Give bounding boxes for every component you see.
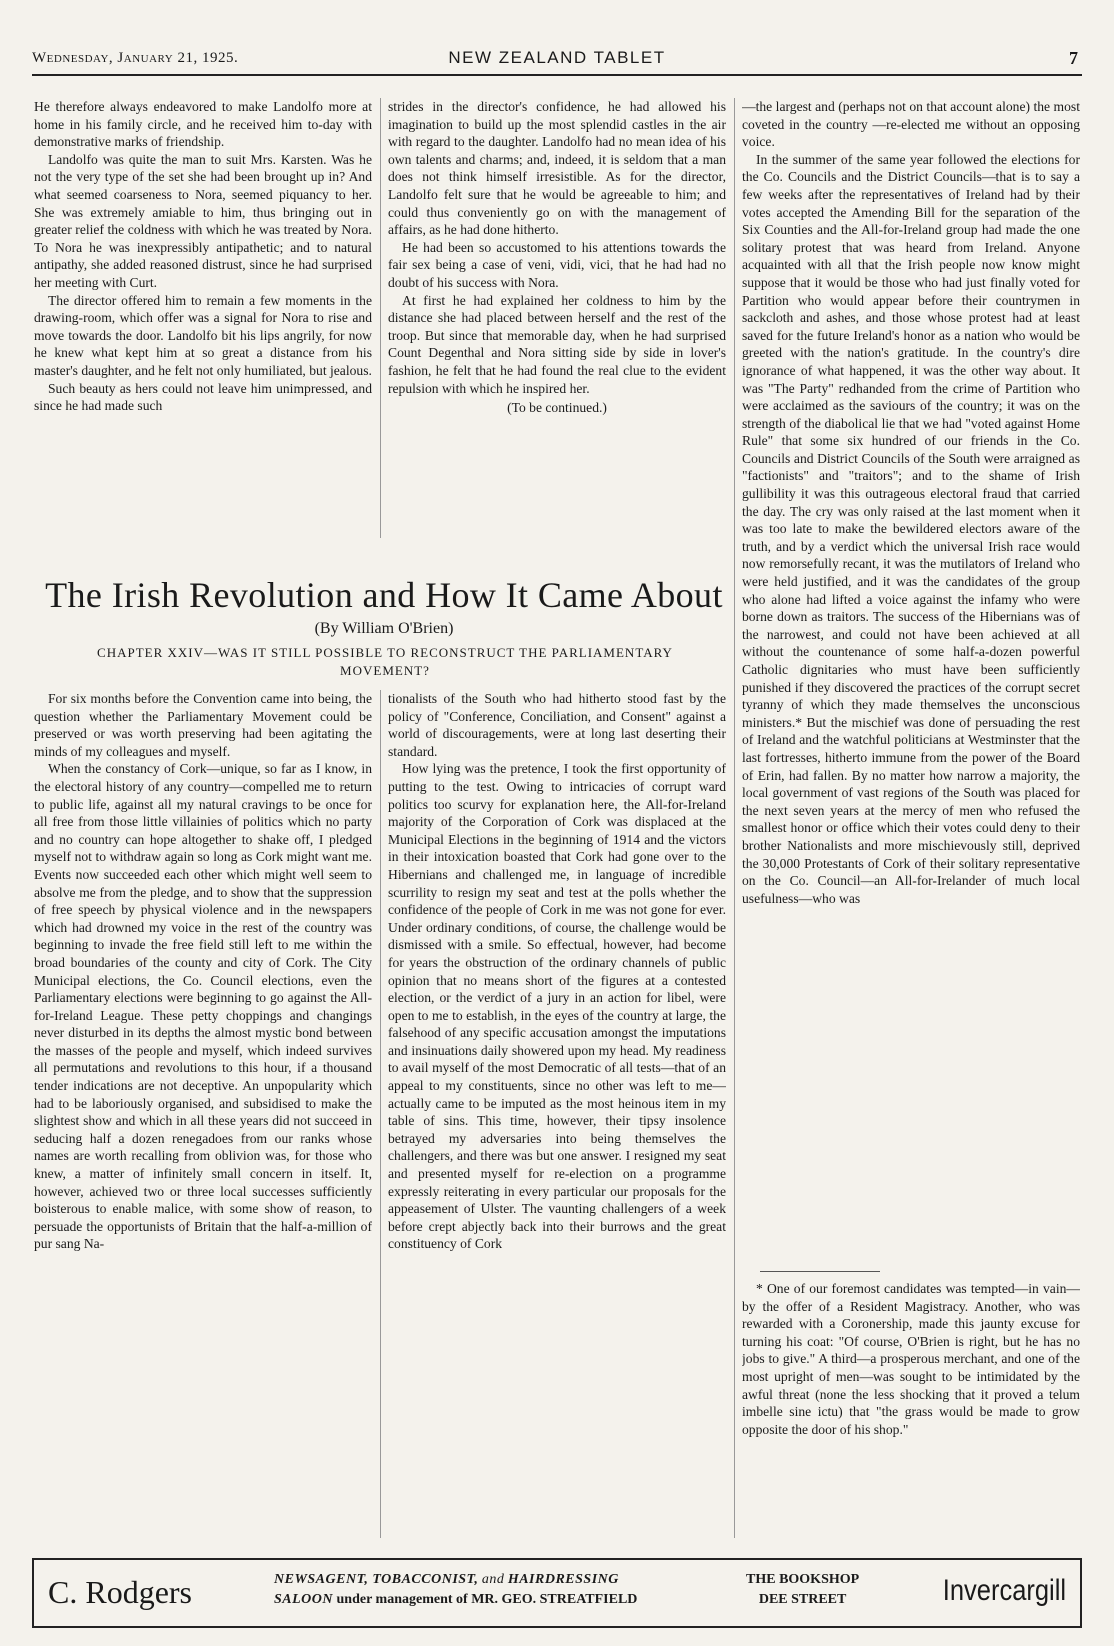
ad-line1-b: HAIRDRESSING — [507, 1572, 619, 1587]
column-divider — [734, 98, 735, 1538]
ad-description — [274, 1570, 637, 1610]
advertisement — [32, 1558, 1082, 1628]
issue-date: Wednesday, January 21, 1925. — [32, 50, 239, 66]
ad-line2-a: SALOON — [274, 1592, 334, 1607]
ad-bookshop-name: THE BOOKSHOP — [746, 1572, 860, 1587]
to-be-continued: (To be continued.) — [507, 400, 607, 416]
column-divider — [380, 690, 381, 1538]
paragraph: He therefore always endeavored to make Landolfo more at home in his family circle, and he received him to-day with demonstrative marks of friendship. — [34, 99, 372, 150]
paragraph: Landolfo was quite the man to suit Mrs. Karsten. Was he not the very type of the set she had been brought up in? And what seemed coarseness to Nora, seemed piquancy to her. She was extremely amiable to him, thus bringing out in greater relief the coldness with which he was treated by Nora. To Nora he was inexpressibly antipathetic; and to natural antipathy, she added reasoned distrust, since he had surprised her meeting with Curt. — [34, 151, 372, 290]
serial-column-1 — [34, 98, 372, 560]
ad-line1-a: NEWSAGENT, TOBACCONIST, — [274, 1572, 479, 1587]
paragraph: —the largest and (perhaps not on that account alone) the most coveted in the country —re-elected me without an opposing voice. — [742, 99, 1080, 150]
paragraph: strides in the director's confidence, he had allowed his imagination to build up the most splendid castles in the air with regard to the daughter. Landolfo had no mean idea of his own talents and charms; and, indeed, it is seldom that a man does not think himself irresistible. As for the director, Landolfo felt sure that he would be agreeable to him; and could thus conveniently go on with the management of affairs, as he had done hitherto. — [388, 99, 726, 238]
footnote-text: * One of our foremost candidates was tempted—in vain—by the offer of a Resident Magistracy. Another, who was rewarded with a Coronership, made this jaunty excuse for turning his coat: "Of course, O'Brien is right, but he has no jobs to give." A third—a prosperous merchant, and one of the most upright of men—was sought to be intimidated by the awful threat (none the less shocking that it proved a telum imbelle sine ictu) that "the grass would be made to grow opposite the door of his shop." — [742, 1281, 1080, 1437]
ad-bookshop — [746, 1570, 859, 1610]
article-headline: The Irish Revolution and How It Came About — [45, 575, 723, 615]
ad-line1-and: and — [481, 1572, 505, 1587]
serial-column-2 — [388, 98, 726, 560]
paragraph: The director offered him to remain a few moments in the drawing-room, which offer was a signal for Nora to rise and move towards the door. Landolfo bit his lips angrily, for now he knew what kept him at so great a distance from his master's daughter, and he felt not only humiliated, but jealous. — [34, 292, 372, 378]
ad-town: Invercargill — [942, 1574, 1066, 1607]
ad-line2-b: under management of MR. GEO. STREATFIELD — [336, 1592, 638, 1607]
chapter-heading: CHAPTER XXIV—WAS IT STILL POSSIBLE TO RECONSTRUCT THE PARLIAMENTARY MOVEMENT? — [97, 645, 673, 678]
paragraph: How lying was the pretence, I took the first opportunity of putting to the test. Owing to intricacies of corrupt ward politics too scurvy for explanation here, the All-for-Ireland majority of the Corporation of Cork was displaced at the Municipal Elections in the beginning of 1914 and the victors in their intoxication boasted that Cork had gone over to the Hibernians and challenged me, in language of incredible scurrility to resign my seat and test at the polls whether the confidence of the people of Cork in me was not gone for ever. Under ordinary conditions, of course, the challenge would be dismissed with a smile. So effectual, however, had become for years the obstruction of the ordinary channels of public opinion that no means short of the figures at a contested election, or the verdict of a jury in an action for libel, were open to me to establish, in the eyes of the country at large, the falsehood of any specific accusation amongst the imputations and insinuations daily showered upon my head. My readiness to avail myself of the most Democratic of all tests—that of an appeal to my constituents, since no other was left to me—actually came to be imputed as the most heinous item in my table of sins. This time, however, their tipsy insolence betrayed my adversaries into being themselves the challengers, and there was but one answer. I resigned my seat and presented myself for re-election on a programme expressly reiterating in every particular our proposals for the appeasement of Ulster. The vaunting challengers of a week before crept abjectly back into their burrows and the great constituency of Cork — [388, 761, 726, 1252]
article-column-3 — [742, 98, 1080, 1260]
footnote-rule — [760, 1271, 880, 1272]
paragraph: When the constancy of Cork—unique, so far as I know, in the electoral history of any country—compelled me to return to public life, against all my natural cravings to be once for all free from those little villainies of politics which no party and no country can hope altogether to shake off, I pledged myself not to withdraw again so long as Cork might want me. Events now succeeded each other which might well seem to absolve me from the pledge, and to show that the suppression of free speech by physical violence and in the newspapers which had drowned my voice in the rest of the country was beginning to invade the free field still left to me within the broad boundaries of the county and city of Cork. The City Municipal elections, the Co. Council elections, even the Parliamentary elections were beginning to go against the All-for-Ireland League. These petty choppings and changings never disturbed in its depths the almost mystic bond between the masses of the people and myself, which indeed survives all permutations and revolutions to this hour, if a thousand tender indications are not deceptive. An unpopularity which had to be laboriously organised, and subsidised to make the slightest show and which in all these years did not succeed in seducing half a dozen renegadoes from our ranks whose names are worth recalling from oblivion was, for those who knew, a matter of infinitely small concern in itself. It, however, achieved two or three local successes sufficiently boisterous to enable malice, with some show of reason, to persuade the opportunists of Britain that the half-a-million of pur sang Na- — [34, 761, 372, 1252]
paragraph: At first he had explained her coldness to him by the distance she had placed between herself and the rest of the troop. But since that memorable day, when he had surprised Count Degenthal and Nora sitting side by side in lover's fashion, he felt that he had found the real clue to the evident repulsion with which he inspired her. — [388, 292, 726, 396]
masthead — [32, 48, 1082, 76]
ad-street: DEE STREET — [758, 1592, 847, 1607]
paragraph: In the summer of the same year followed the elections for the Co. Councils and the District Councils—that is to say a few weeks after the representatives of Ireland had by their votes accepted the Amending Bill for the separation of the Six Counties and the All-for-Ireland group had made the one solitary protest that was heard from Ireland. Anyone acquainted with all that the Irish people now know might suppose that it would be those who had just finally voted for Partition who would appear before their countrymen in sackcloth and ashes, and those whose protest had at least saved for the future Ireland's honor as a nation who would be greeted with the nation's gratitude. In the country's dire ignorance of what happened, it was the other way about. It was "The Party" redhanded from the crime of Partition who were acclaimed as the saviours of the country; it was on the strength of the diabolical lie that we had "voted against Home Rule" that some six hundred of our friends in the Co. Councils and District Councils of the South were arraigned as "factionists" and "traitors"; and to the shame of Irish gullibility it was this outrageous electoral fraud that carried the day. The cry was only raised at the last moment when it was too late to make the bewildered electors aware of the truth, and by a verdict which the universal Irish race would now remorsefully recant, it was the mutilators of Ireland who were held justified, and it was the candidates of the group who alone had lifted a voice against the infamy who were borne down as traitors. The success of the Hibernians was of the narrowest, and could not have been achieved at all without the countenance of some half-a-dozen powerful Catholic dignitaries who must have been sufficiently punished if they discovered the practices of the corrupt secret tyranny of which they made themselves the unconscious ministers.* But the mischief was done of persuading the rest of Ireland and the watchful politicians at Westminster that the last fortresses, hitherto immune from the power of the Board of Erin, had fallen. By no matter how narrow a majority, the local government of vast regions of the South was placed for the next seven years at the mercy of men who refused the smallest honor or office which their votes could deny to their brother Nationalists and more mischievously still, deprived the 30,000 Protestants of Cork of their solitary representative on the Co. Council—an All-for-Irelander of much local usefulness—who was — [742, 151, 1080, 906]
ad-business-name: C. Rodgers — [48, 1574, 192, 1610]
paragraph: Such beauty as hers could not leave him unimpressed, and since he had made such — [34, 380, 372, 414]
paragraph: He had been so accustomed to his attentions towards the fair sex being a case of veni, vidi, vici, that he had had no doubt of his success with Nora. — [388, 239, 726, 290]
article-column-2 — [388, 690, 726, 1548]
newspaper-title: NEW ZEALAND TABLET — [448, 48, 666, 67]
article-byline: (By William O'Brien) — [314, 620, 454, 637]
footnote — [742, 1280, 1080, 1546]
paragraph: For six months before the Convention came into being, the question whether the Parliamentary Movement could be preserved or was worth preserving had been agitating the minds of my colleagues and myself. — [34, 691, 372, 759]
page-number: 7 — [1069, 48, 1078, 68]
paragraph: tionalists of the South who had hitherto stood fast by the policy of "Conference, Conciliation, and Consent" against a world of discouragements, were at long last deserting their standard. — [388, 691, 726, 759]
article-column-1 — [34, 690, 372, 1548]
column-divider — [380, 98, 381, 538]
